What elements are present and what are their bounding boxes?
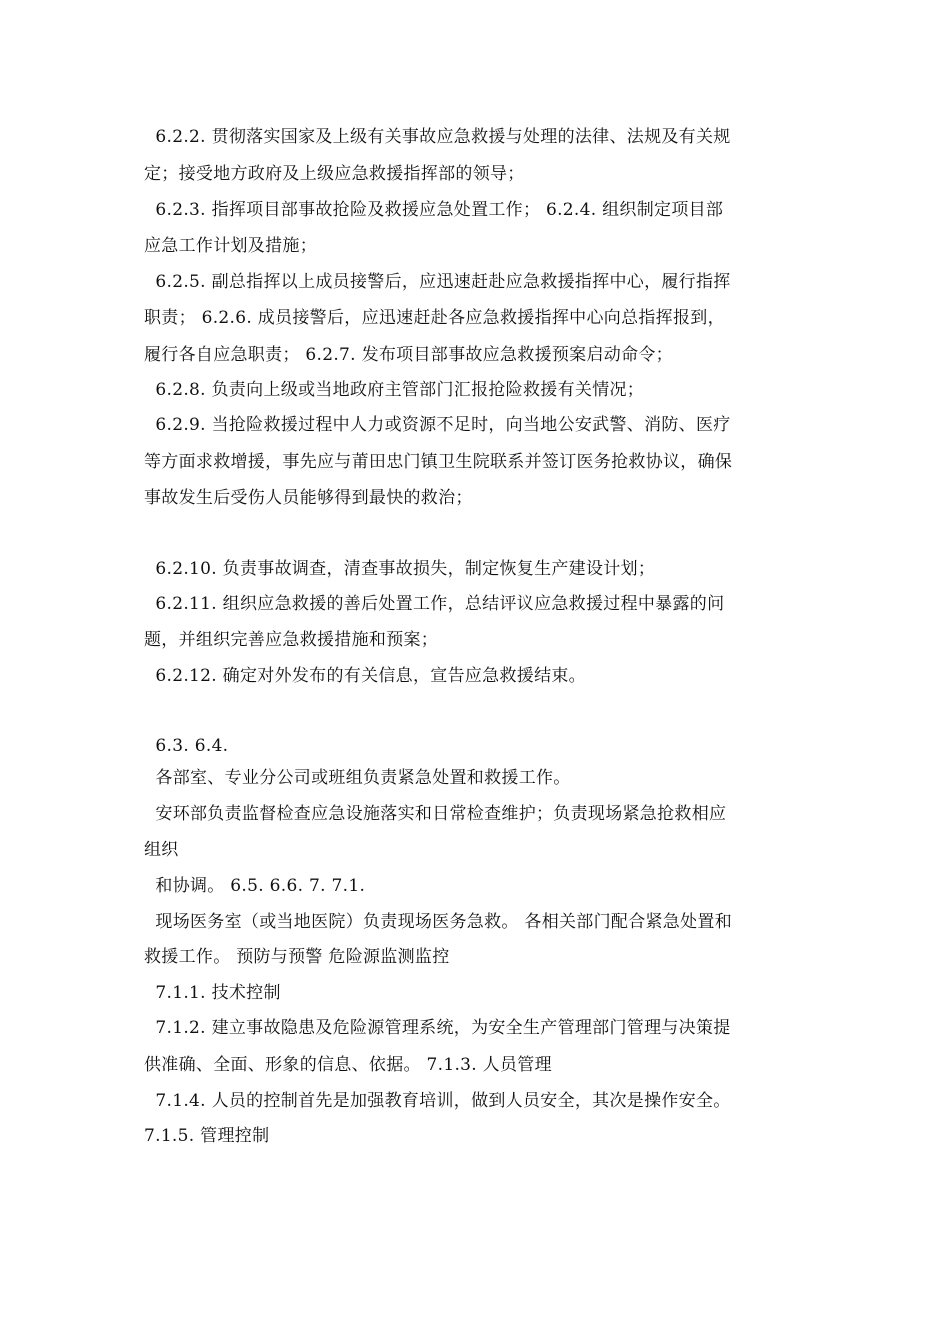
text-line: 7.1.4. 人员的控制首先是加强教育培训，做到人员安全，其次是操作安全。 <box>144 1091 731 1111</box>
text-line: 履行各自应急职责； 6.2.7. 发布项目部事故应急救援预案启动命令； <box>144 345 673 365</box>
text-line: 现场医务室（或当地医院）负责现场医务急救。 各相关部门配合紧急处置和 <box>144 912 733 932</box>
text-line: 6.2.5. 副总指挥以上成员接警后，应迅速赶赴应急救援指挥中心，履行指挥 <box>144 272 731 292</box>
text-line: 供准确、全面、形象的信息、依据。 7.1.3. 人员管理 <box>144 1055 552 1075</box>
text-line: 6.2.3. 指挥项目部事故抢险及救援应急处置工作； 6.2.4. 组织制定项目部 <box>144 200 724 220</box>
text-line: 6.2.9. 当抢险救援过程中人力或资源不足时，向当地公安武警、消防、医疗 <box>144 415 731 435</box>
text-line: 事故发生后受伤人员能够得到最快的救治； <box>144 488 473 508</box>
text-line: 6.2.2. 贯彻落实国家及上级有关事故应急救援与处理的法律、法规及有关规 <box>144 127 731 147</box>
text-line: 7.1.1. 技术控制 <box>144 983 281 1003</box>
text-line: 6.2.8. 负责向上级或当地政府主管部门汇报抢险救援有关情况； <box>144 380 645 400</box>
text-line: 6.3. 6.4. <box>144 736 229 756</box>
text-line: 等方面求救增援，事先应与莆田忠门镇卫生院联系并签订医务抢救协议，确保 <box>144 452 733 472</box>
text-line: 题，并组织完善应急救援措施和预案； <box>144 630 439 650</box>
text-line: 救援工作。 预防与预警 危险源监测监控 <box>144 947 450 967</box>
text-line: 6.2.10. 负责事故调查，清查事故损失，制定恢复生产建设计划； <box>144 559 656 579</box>
text-line: 6.2.12. 确定对外发布的有关信息，宣告应急救援结束。 <box>144 666 586 686</box>
text-line: 各部室、专业分公司或班组负责紧急处置和救援工作。 <box>144 768 571 788</box>
text-line: 7.1.2. 建立事故隐患及危险源管理系统，为安全生产管理部门管理与决策提 <box>144 1018 731 1038</box>
text-line: 安环部负责监督检查应急设施落实和日常检查维护；负责现场紧急抢救相应 <box>144 804 727 824</box>
text-line: 7.1.5. 管理控制 <box>144 1126 270 1146</box>
text-line: 6.2.11. 组织应急救援的善后处置工作，总结评议应急救援过程中暴露的问 <box>144 594 725 614</box>
text-line: 和协调。 6.5. 6.6. 7. 7.1. <box>144 876 366 896</box>
text-line: 组织 <box>144 840 179 860</box>
text-line: 职责； 6.2.6. 成员接警后，应迅速赶赴各应急救援指挥中心向总指挥报到， <box>144 308 725 328</box>
text-line: 定；接受地方政府及上级应急救援指挥部的领导； <box>144 164 525 184</box>
text-line: 应急工作计划及措施； <box>144 236 317 256</box>
